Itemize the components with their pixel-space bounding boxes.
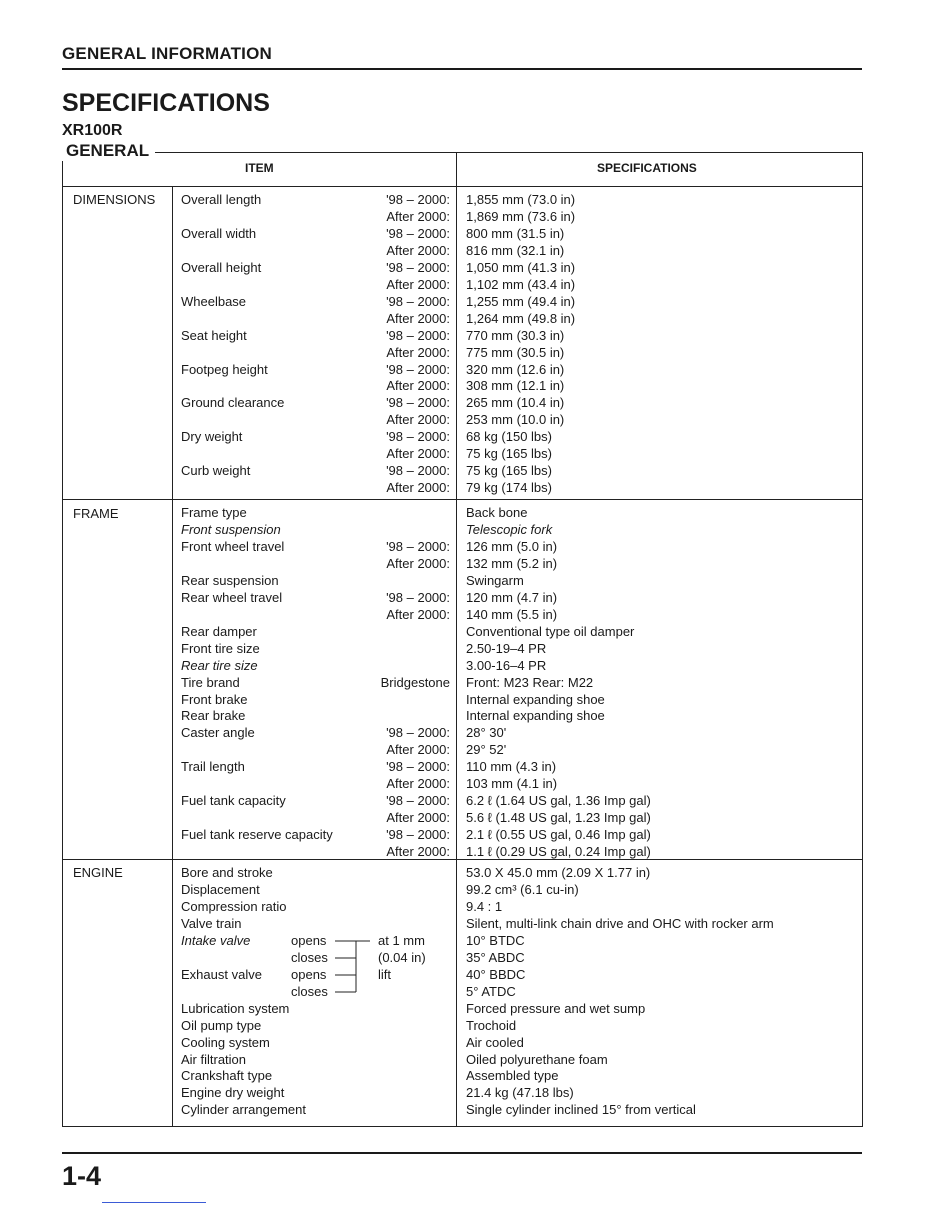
intake-closes-label: closes: [291, 950, 328, 965]
spec-cond-cell: '98 – 2000:: [386, 395, 450, 411]
spec-item-cell: Cooling system: [181, 1034, 270, 1050]
spec-item-cell: Front suspension: [181, 522, 281, 537]
spec-spec-cell: 75 kg (165 lbs): [466, 463, 552, 479]
spec-cond-cell: '98 – 2000:: [386, 759, 450, 775]
intake-opens-label: opens: [291, 933, 327, 948]
spec-item-cell: Exhaust valve: [181, 966, 262, 982]
spec-spec-cell: 800 mm (31.5 in): [466, 225, 565, 241]
spec-item-cell: Front wheel travel: [181, 538, 285, 554]
spec-cond-cell: '98 – 2000:: [386, 293, 450, 309]
spec-cond-cell: '98 – 2000:: [386, 429, 450, 445]
spec-cond-cell: [300, 1000, 450, 1017]
spec-spec-cell: 103 mm (4.1 in): [466, 776, 558, 792]
spec-spec-cell: 816 mm (32.1 in): [466, 242, 565, 258]
spec-spec-cell: 29° 52': [466, 742, 507, 758]
divider-item-spec: [456, 152, 457, 1126]
spec-item-cell: Wheelbase: [181, 293, 247, 309]
spec-cond-cell: After 2000:: [386, 606, 450, 622]
spec-cond-cell: After 2000:: [386, 378, 450, 394]
spec-spec-cell: 10° BTDC: [466, 932, 525, 948]
section-separator-frame: [62, 499, 862, 500]
spec-spec-cell: 53.0 X 45.0 mm (2.09 X 1.77 in): [466, 865, 651, 880]
spec-item-cell: Curb weight: [181, 463, 251, 479]
spec-spec-cell: Forced pressure and wet sump: [466, 1000, 646, 1016]
spec-cond-cell: Bridgestone: [380, 674, 450, 690]
spec-cond-cell: After 2000:: [386, 310, 450, 326]
spec-spec-cell: Internal expanding shoe: [466, 691, 605, 707]
spec-spec-cell: 1,102 mm (43.4 in): [466, 276, 576, 292]
spec-spec-cell: 99.2 cm³ (6.1 cu-in): [466, 882, 579, 897]
spec-cond-cell: '98 – 2000:: [386, 538, 450, 554]
header-rule: [62, 68, 862, 70]
section-caption: GENERAL: [58, 141, 155, 161]
spec-cond-cell: [300, 623, 450, 640]
model-name: XR100R: [62, 122, 123, 139]
spec-cond-cell: [300, 521, 450, 538]
spec-cond-cell: After 2000:: [386, 344, 450, 360]
spec-cond-cell: [300, 864, 450, 881]
spec-item-cell: Overall length: [181, 192, 262, 207]
footer-rule: [62, 1152, 862, 1154]
category-engine: ENGINE: [73, 865, 123, 880]
column-header-item: ITEM: [245, 161, 274, 175]
spec-cond-cell: After 2000:: [386, 810, 450, 826]
spec-spec-cell: 265 mm (10.4 in): [466, 395, 565, 411]
spec-cond-cell: After 2000:: [386, 446, 450, 462]
page-title: SPECIFICATIONS: [62, 89, 270, 117]
spec-cond-cell: [300, 572, 450, 589]
spec-cond-cell: [300, 657, 450, 674]
spec-spec-cell: Oiled polyurethane foam: [466, 1051, 608, 1067]
spec-spec-cell: 1,255 mm (49.4 in): [466, 293, 576, 309]
spec-cond-cell: After 2000:: [386, 776, 450, 792]
spec-cond-cell: After 2000:: [386, 742, 450, 758]
spec-spec-cell: 126 mm (5.0 in): [466, 538, 558, 554]
spec-item-cell: Caster angle: [181, 725, 255, 741]
spec-cond-cell: '98 – 2000:: [386, 463, 450, 479]
valve-lift-bracket: [330, 938, 380, 994]
spec-cond-cell: '98 – 2000:: [386, 327, 450, 343]
spec-spec-cell: 253 mm (10.0 in): [466, 412, 565, 428]
spec-cond-cell: '98 – 2000:: [386, 361, 450, 377]
spec-item-cell: Fuel tank reserve capacity: [181, 827, 333, 842]
spec-spec-cell: Silent, multi-link chain drive and OHC with rocker arm: [466, 915, 774, 931]
spec-item-cell: Crankshaft type: [181, 1068, 273, 1084]
spec-spec-cell: 770 mm (30.3 in): [466, 327, 565, 343]
spec-spec-cell: Internal expanding shoe: [466, 708, 605, 724]
spec-spec-cell: 1,264 mm (49.8 in): [466, 310, 576, 326]
spec-spec-cell: 1,869 mm (73.6 in): [466, 208, 576, 224]
valve-lift-value: (0.04 in): [378, 950, 426, 965]
spec-cond-cell: [300, 691, 450, 708]
spec-spec-cell: 120 mm (4.7 in): [466, 589, 558, 605]
spec-cond-cell: '98 – 2000:: [386, 259, 450, 275]
spec-spec-cell: 140 mm (5.5 in): [466, 606, 558, 622]
spec-spec-cell: 9.4 : 1: [466, 898, 503, 914]
spec-spec-cell: 35° ABDC: [466, 949, 525, 965]
spec-spec-cell: Telescopic fork: [466, 522, 553, 537]
spec-cond-cell: After 2000:: [386, 480, 450, 496]
spec-item-cell: Valve train: [181, 915, 242, 931]
spec-item-cell: Overall height: [181, 259, 262, 275]
spec-cond-cell: After 2000:: [386, 555, 450, 571]
category-dimensions: DIMENSIONS: [73, 192, 156, 207]
spec-cond-cell: [300, 1084, 450, 1101]
spec-cond-cell: After 2000:: [386, 412, 450, 428]
spec-item-cell: Trail length: [181, 759, 245, 775]
spec-spec-cell: 28° 30': [466, 725, 507, 741]
column-header-specifications: SPECIFICATIONS: [597, 161, 697, 175]
divider-category-item: [172, 186, 173, 1126]
spec-item-cell: Displacement: [181, 882, 260, 897]
spec-item-cell: Intake valve: [181, 932, 251, 948]
spec-spec-cell: Single cylinder inclined 15° from vertical: [466, 1102, 696, 1118]
spec-spec-cell: 6.2 ℓ (1.64 US gal, 1.36 Imp gal): [466, 793, 651, 809]
spec-cond-cell: [300, 915, 450, 932]
spec-item-cell: Oil pump type: [181, 1017, 262, 1033]
spec-spec-cell: 3.00-16–4 PR: [466, 657, 547, 673]
valve-lift-at: at 1 mm: [378, 933, 425, 948]
table-left-border: [62, 160, 63, 1126]
spec-cond-cell: After 2000:: [386, 844, 450, 859]
spec-cond-cell: [300, 504, 450, 521]
page-number: 1-4: [62, 1161, 102, 1191]
spec-cond-cell: [300, 707, 450, 724]
spec-item-cell: Cylinder arrangement: [181, 1102, 307, 1118]
spec-spec-cell: Trochoid: [466, 1017, 517, 1033]
header-title: GENERAL INFORMATION: [62, 44, 272, 63]
spec-item-cell: Engine dry weight: [181, 1085, 285, 1101]
spec-cond-cell: [300, 640, 450, 657]
spec-item-cell: Bore and stroke: [181, 865, 273, 880]
spec-item-cell: Seat height: [181, 327, 247, 343]
spec-item-cell: Rear suspension: [181, 572, 279, 588]
link-underline: [102, 1202, 206, 1203]
spec-item-cell: Compression ratio: [181, 898, 287, 914]
spec-cond-cell: '98 – 2000:: [386, 192, 450, 207]
spec-cond-cell: After 2000:: [386, 242, 450, 258]
spec-cond-cell: [300, 898, 450, 915]
spec-cond-cell: [300, 1051, 450, 1068]
spec-cond-cell: [300, 1017, 450, 1034]
spec-cond-cell: After 2000:: [386, 208, 450, 224]
spec-spec-cell: 21.4 kg (47.18 lbs): [466, 1085, 574, 1101]
spec-spec-cell: 110 mm (4.3 in): [466, 759, 557, 775]
spec-item-cell: Tire brand: [181, 674, 240, 690]
valve-lift-label: lift: [378, 967, 391, 982]
spec-spec-cell: 68 kg (150 lbs): [466, 429, 552, 445]
spec-item-cell: Rear tire size: [181, 657, 258, 673]
spec-item-cell: Fuel tank capacity: [181, 793, 286, 809]
spec-spec-cell: Back bone: [466, 505, 528, 520]
spec-spec-cell: 1,050 mm (41.3 in): [466, 259, 576, 275]
spec-cond-cell: [300, 881, 450, 898]
spec-cond-cell: [300, 1101, 450, 1118]
spec-item-cell: Front brake: [181, 691, 248, 707]
spec-cond-cell: '98 – 2000:: [386, 725, 450, 741]
spec-spec-cell: Conventional type oil damper: [466, 623, 635, 639]
spec-spec-cell: 79 kg (174 lbs): [466, 480, 552, 496]
spec-item-cell: Rear wheel travel: [181, 589, 283, 605]
spec-item-cell: Frame type: [181, 505, 247, 520]
spec-spec-cell: 320 mm (12.6 in): [466, 361, 565, 377]
spec-cond-cell: '98 – 2000:: [386, 225, 450, 241]
spec-item-cell: Dry weight: [181, 429, 243, 445]
spec-cond-cell: After 2000:: [386, 276, 450, 292]
spec-spec-cell: 5.6 ℓ (1.48 US gal, 1.23 Imp gal): [466, 810, 651, 826]
spec-spec-cell: 5° ATDC: [466, 983, 516, 999]
spec-item-cell: Rear brake: [181, 708, 246, 724]
exhaust-opens-label: opens: [291, 967, 327, 982]
spec-spec-cell: 308 mm (12.1 in): [466, 378, 565, 394]
spec-spec-cell: 775 mm (30.5 in): [466, 344, 565, 360]
spec-spec-cell: 2.1 ℓ (0.55 US gal, 0.46 Imp gal): [466, 827, 651, 842]
spec-item-cell: Lubrication system: [181, 1000, 290, 1016]
spec-spec-cell: Assembled type: [466, 1068, 559, 1084]
spec-item-cell: Footpeg height: [181, 361, 268, 377]
spec-spec-cell: 132 mm (5.2 in): [466, 555, 558, 571]
spec-cond-cell: [300, 1034, 450, 1051]
spec-spec-cell: Front: M23 Rear: M22: [466, 674, 594, 690]
spec-spec-cell: 75 kg (165 lbs): [466, 446, 552, 462]
spec-spec-cell: Air cooled: [466, 1034, 524, 1050]
spec-spec-cell: 2.50-19–4 PR: [466, 640, 547, 656]
spec-item-cell: Air filtration: [181, 1051, 247, 1067]
spec-item-cell: Rear damper: [181, 623, 257, 639]
spec-spec-cell: 40° BBDC: [466, 966, 526, 982]
spec-cond-cell: [300, 1067, 450, 1084]
section-separator-engine: [62, 859, 862, 860]
spec-item-cell: Overall width: [181, 225, 257, 241]
exhaust-closes-label: closes: [291, 984, 328, 999]
spec-item-cell: Ground clearance: [181, 395, 285, 411]
spec-cond-cell: '98 – 2000:: [386, 793, 450, 809]
spec-item-cell: Front tire size: [181, 640, 260, 656]
spec-cond-cell: '98 – 2000:: [386, 827, 450, 842]
category-frame: FRAME: [73, 506, 119, 521]
spec-cond-cell: '98 – 2000:: [386, 589, 450, 605]
spec-spec-cell: 1.1 ℓ (0.29 US gal, 0.24 Imp gal): [466, 844, 651, 859]
spec-spec-cell: 1,855 mm (73.0 in): [466, 192, 576, 207]
spec-spec-cell: Swingarm: [466, 572, 524, 588]
header-row-line: [62, 186, 862, 187]
